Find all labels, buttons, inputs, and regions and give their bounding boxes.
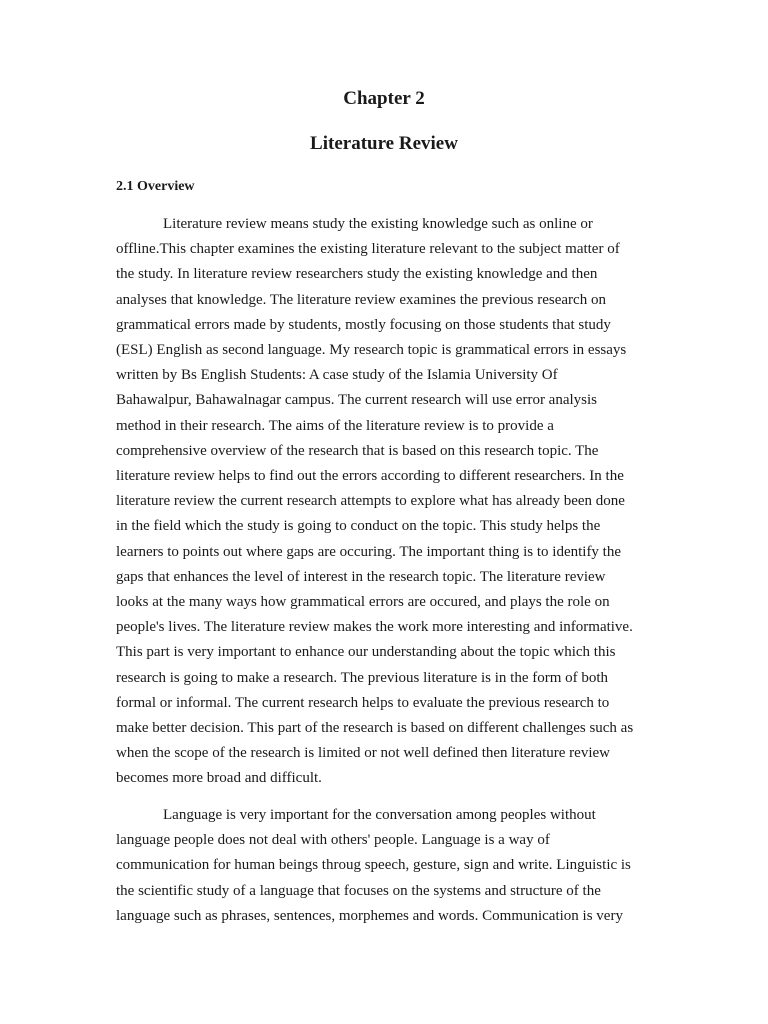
paragraph-line: Bahawalpur, Bahawalnagar campus. The current research will use error analysis <box>116 392 598 409</box>
paragraph-overview-2 <box>116 803 656 929</box>
paragraph-overview-1 <box>116 212 656 792</box>
paragraph-line: Literature review means study the existing knowledge such as online or <box>163 216 593 232</box>
paragraph-line: method in their research. The aims of the literature review is to provide a <box>116 417 554 434</box>
paragraph-line: This part is very important to enhance our understanding about the topic which this <box>116 644 616 661</box>
paragraph-line: literature review helps to find out the errors according to different researchers. In the <box>116 468 624 485</box>
paragraph-line: gaps that enhances the level of interest in the research topic. The literature review <box>116 568 606 585</box>
paragraph-line: language such as phrases, sentences, morphemes and words. Communication is very <box>116 907 623 924</box>
paragraph-line: the study. In literature review researchers study the existing knowledge and then <box>116 266 598 283</box>
paragraph-line: grammatical errors made by students, mostly focusing on those students that study <box>116 316 611 333</box>
paragraph-line: when the scope of the research is limited or not well defined then literature review <box>116 745 610 762</box>
paragraph-line: comprehensive overview of the research that is based on this research topic. The <box>116 442 599 459</box>
paragraph-line: communication for human beings throug speech, gesture, sign and write. Linguistic is <box>116 857 631 874</box>
paragraph-line: make better decision. This part of the research is based on different challenges such as <box>116 720 634 737</box>
paragraph-line: people's lives. The literature review makes the work more interesting and informative. <box>116 619 633 636</box>
paragraph-line: literature review the current research attempts to explore what has already been done <box>116 493 625 510</box>
paragraph-line: written by Bs English Students: A case study of the Islamia University Of <box>116 367 558 384</box>
paragraph-line: language people does not deal with others' people. Language is a way of <box>116 832 550 849</box>
paragraph-line: looks at the many ways how grammatical errors are occured, and plays the role on <box>116 594 610 611</box>
section-heading: 2.1 Overview <box>116 179 195 194</box>
paragraph-line: the scientific study of a language that focuses on the systems and structure of the <box>116 882 601 899</box>
paragraph-line: research is going to make a research. The previous literature is in the form of both <box>116 669 609 686</box>
paragraph-line: in the field which the study is going to conduct on the topic. This study helps the <box>116 518 601 535</box>
paragraph-line: formal or informal. The current research helps to evaluate the previous research to <box>116 694 610 711</box>
paragraph-line: becomes more broad and difficult. <box>116 770 322 787</box>
paragraph-line: learners to points out where gaps are occuring. The important thing is to identify the <box>116 543 622 560</box>
paragraph-line: offline.This chapter examines the existing literature relevant to the subject matter of <box>116 241 620 258</box>
chapter-label: Chapter 2 <box>343 88 425 109</box>
chapter-title: Literature Review <box>310 133 458 154</box>
paragraph-line: (ESL) English as second language. My research topic is grammatical errors in essays <box>116 342 627 359</box>
paragraph-line: analyses that knowledge. The literature review examines the previous research on <box>116 291 606 308</box>
paragraph-line: Language is very important for the conversation among peoples without <box>163 807 596 823</box>
